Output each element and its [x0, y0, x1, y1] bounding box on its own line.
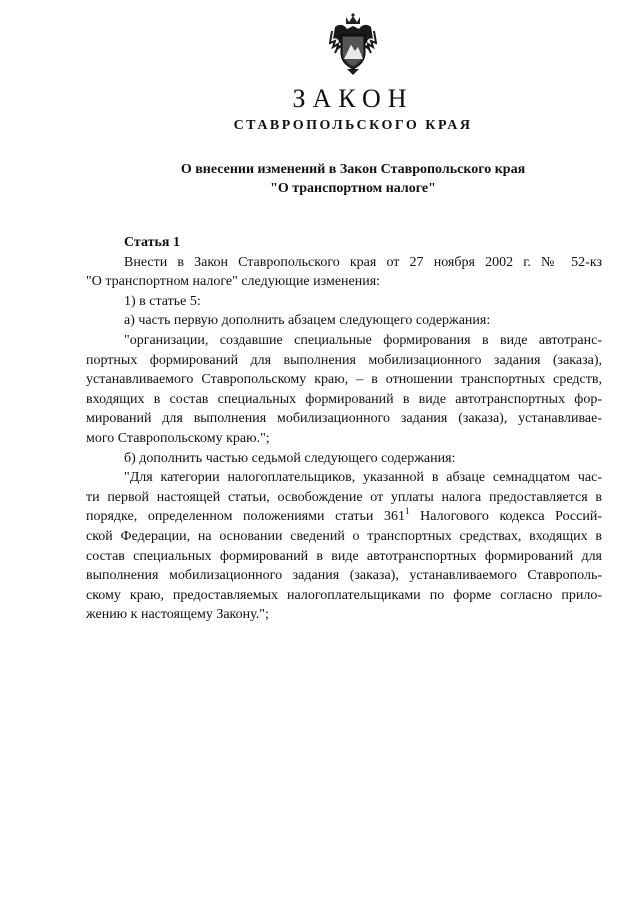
quote-b-line: жению к настоящему Закону.";: [86, 607, 269, 623]
quote-a-line: мирований для выполнения мобилизационного задания (заказа), устанавливае-: [86, 411, 602, 427]
article-intro-line: Внести в Закон Ставропольского края от 27 ноября 2002 г. № 52-кз: [124, 254, 602, 270]
quote-a-line: устанавливаемого Ставропольскому краю, – в отношении транспортных средств,: [86, 372, 602, 388]
quote-b-text: Налогового кодекса Россий-: [409, 509, 602, 525]
quote-a-line: входящих в состав специальных формирований в виде автотранспортных фор-: [86, 391, 602, 407]
quote-b-line: ской Федерации, на основании сведений о транспортных средствах, входящих в: [86, 528, 602, 544]
superscript: 1: [405, 506, 410, 517]
list-item-a: а) часть первую дополнить абзацем следующего содержания:: [124, 313, 491, 329]
quote-b-line: состав специальных формирований в виде автотранспортных формирований для: [86, 548, 602, 564]
quote-b-line: [86, 507, 602, 527]
document-heading-line: О внесении изменений в Закон Ставропольского края: [180, 162, 526, 177]
article-body: [86, 233, 602, 625]
quote-a-line: "организации, создавшие специальные формирования в виде автотранс-: [124, 332, 602, 348]
stavropol-coat-of-arms-icon: [329, 13, 377, 75]
document-heading: [120, 160, 586, 198]
quote-b-line: скому краю, предоставляемых налогоплательщиками по форме согласно прило-: [86, 587, 602, 603]
article-intro-line: "О транспортном налоге" следующие изменения:: [86, 274, 381, 290]
document-heading-line: "О транспортном налоге": [270, 181, 436, 196]
law-title: ЗАКОН: [292, 84, 414, 113]
quote-b-text: порядке, определенном положениями статьи 361: [86, 509, 406, 525]
list-item-1: 1) в статье 5:: [124, 293, 201, 309]
list-item-b: б) дополнить частью седьмой следующего содержания:: [124, 450, 456, 466]
quote-b-line: "Для категории налогоплательщиков, указанной в абзаце семнадцатом час-: [124, 470, 602, 486]
quote-b-line: ти первой настоящей статьи, освобождение от уплаты налога предоставляется в: [86, 489, 602, 505]
quote-a-line: портных формирований для выполнения мобилизационного задания (заказа),: [86, 352, 602, 368]
region-name: СТАВРОПОЛЬСКОГО КРАЯ: [233, 118, 473, 133]
quote-a-line: мого Ставропольскому краю.";: [86, 430, 270, 446]
quote-b-line: выполнения мобилизационного задания (заказа), устанавливаемого Ставрополь-: [86, 568, 602, 584]
article-title: Статья 1: [124, 235, 180, 250]
